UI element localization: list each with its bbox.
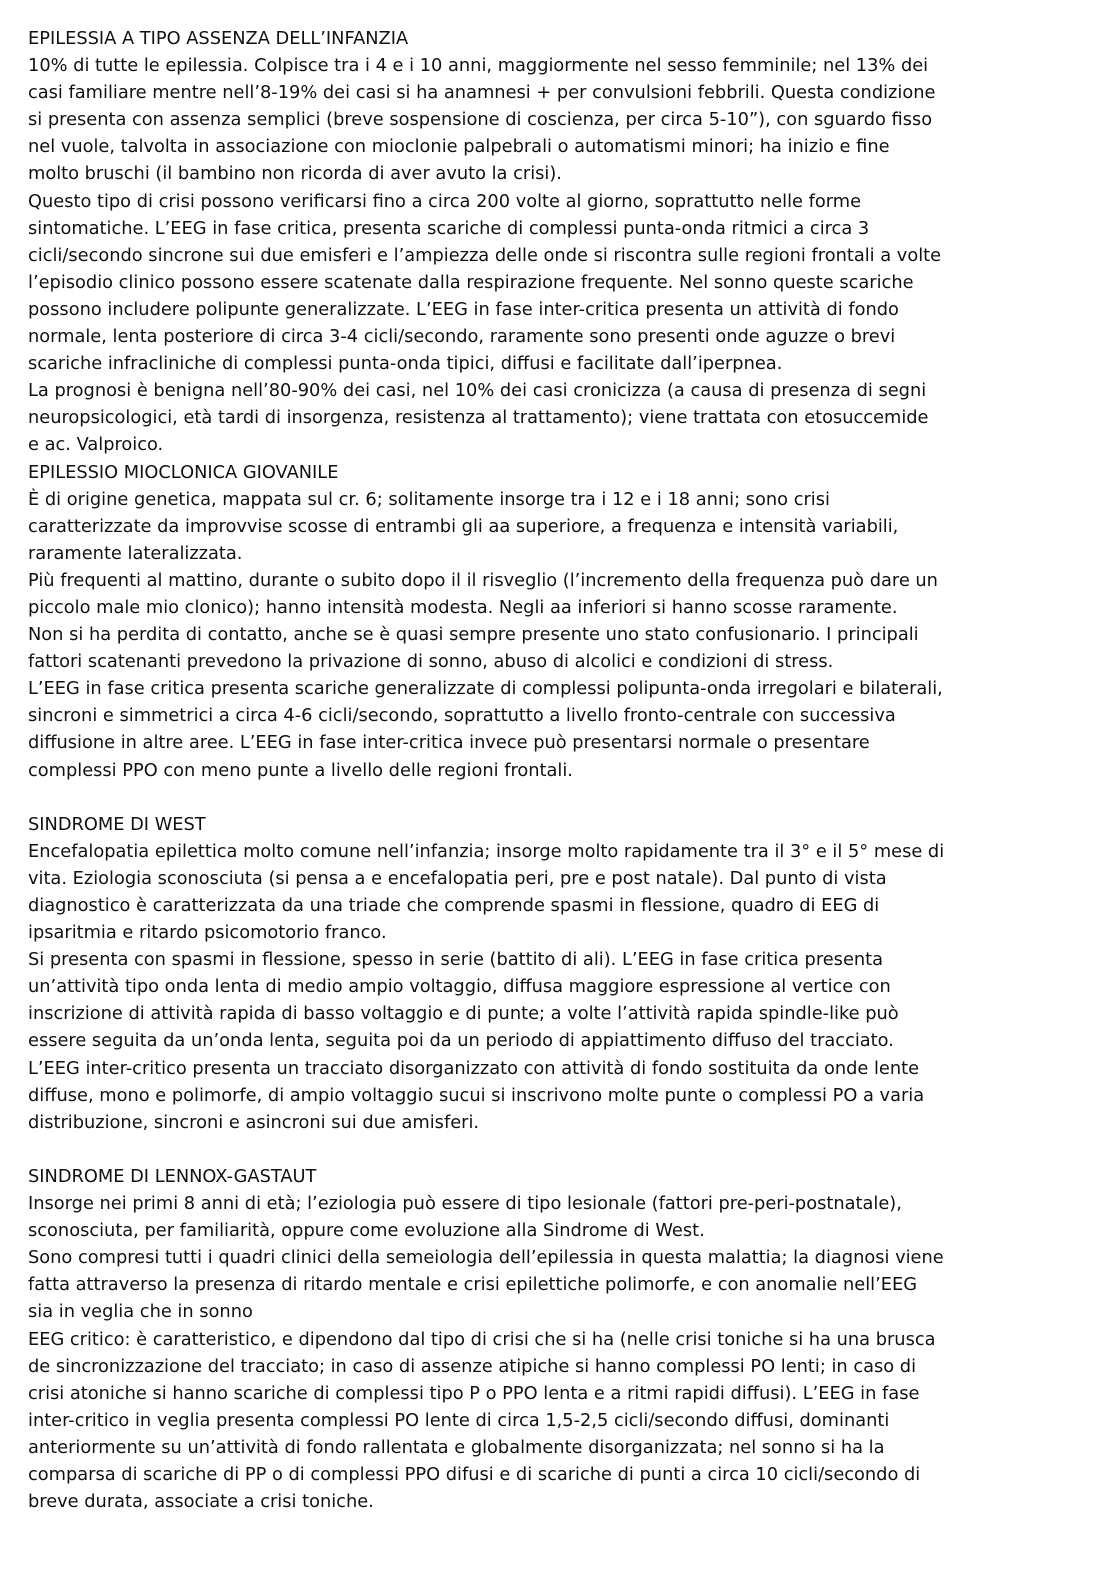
text-line: si presenta con assenza semplici (breve sospensione di coscienza, per circa 5-10”), con sguardo fisso xyxy=(28,109,933,131)
section xyxy=(28,811,1098,1136)
text-line: cicli/secondo sincrone sui due emisferi e l’ampiezza delle onde si riscontra sulle regioni frontali a volte xyxy=(28,244,942,266)
text-line: scariche infracliniche di complessi punta-onda tipici, diffusi e facilitate dall’iperpnea. xyxy=(28,353,783,375)
text-line: piccolo male mio clonico); hanno intensità modesta. Negli aa inferiori si hanno scosse raramente. xyxy=(28,596,898,618)
text-line: La prognosi è benigna nell’80-90% dei casi, nel 10% dei casi cronicizza (a causa di presenza di segni xyxy=(28,380,927,402)
text-line: Più frequenti al mattino, durante o subito dopo il il risveglio (l’incremento della frequenza può dare un xyxy=(28,569,938,591)
text-line: un’attività tipo onda lenta di medio ampio voltaggio, diffusa maggiore espressione al vertice con xyxy=(28,976,891,998)
text-line: L’EEG inter-critico presenta un tracciato disorganizzato con attività di fondo sostituita da onde lente xyxy=(28,1057,920,1079)
text-line: Sono compresi tutti i quadri clinici della semeiologia dell’epilessia in questa malattia; la diagnosi viene xyxy=(28,1247,944,1269)
text-line: breve durata, associate a crisi toniche. xyxy=(28,1491,374,1513)
text-line: normale, lenta posteriore di circa 3-4 cicli/secondo, raramente sono presenti onde aguzze o brevi xyxy=(28,326,896,348)
text-line: L’EEG in fase critica presenta scariche generalizzate di complessi polipunta-onda irregolari e bilaterali, xyxy=(28,678,943,700)
text-line: Questo tipo di crisi possono verificarsi fino a circa 200 volte al giorno, soprattutto nelle forme xyxy=(28,190,862,212)
text-line: inscrizione di attività rapida di basso voltaggio e di punte; a volte l’attività rapida spindle-like può xyxy=(28,1003,899,1025)
text-line: de sincronizzazione del tracciato; in caso di assenze atipiche si hanno complessi PO lenti; in caso di xyxy=(28,1355,917,1377)
text-line: EEG critico: è caratteristico, e dipendono dal tipo di crisi che si ha (nelle crisi toniche si ha una brusca xyxy=(28,1328,936,1350)
text-line: comparsa di scariche di PP o di complessi PPO difusi e di scariche di punti a circa 10 cicli/secondo di xyxy=(28,1463,921,1485)
text-line: diffuse, mono e polimorfe, di ampio voltaggio sucui si inscrivono molte punte o complessi PO a varia xyxy=(28,1084,925,1106)
text-line: neuropsicologici, età tardi di insorgenza, resistenza al trattamento); viene trattata con etosuccemide xyxy=(28,407,929,429)
text-line: l’episodio clinico possono essere scatenate dalla respirazione frequente. Nel sonno queste scariche xyxy=(28,271,914,293)
text-line: nel vuole, talvolta in associazione con mioclonie palpebrali o automatismi minori; ha inizio e fine xyxy=(28,136,890,158)
text-line: raramente lateralizzata. xyxy=(28,542,243,564)
text-line: Encefalopatia epilettica molto comune nell’infanzia; insorge molto rapidamente tra il 3° e il 5° mese di xyxy=(28,840,945,862)
text-line: crisi atoniche si hanno scariche di complessi tipo P o PPO lenta e a ritmi rapidi diffusi). L’EEG in fase xyxy=(28,1382,920,1404)
text-line: vita. Eziologia sconosciuta (si pensa a e encefalopatia peri, pre e post natale). Dal punto di vista xyxy=(28,867,887,889)
text-line: diffusione in altre aree. L’EEG in fase inter-critica invece può presentarsi normale o presentare xyxy=(28,732,870,754)
text-line: Non si ha perdita di contatto, anche se è quasi sempre presente uno stato confusionario. I principali xyxy=(28,624,919,646)
section-heading: EPILESSIO MIOCLONICA GIOVANILE xyxy=(28,461,339,483)
text-line: ipsaritmia e ritardo psicomotorio franco. xyxy=(28,922,387,944)
section-heading: SINDROME DI WEST xyxy=(28,813,206,835)
section xyxy=(28,1163,1098,1515)
text-line: Insorge nei primi 8 anni di età; l’eziologia può essere di tipo lesionale (fattori pre-peri-postnatale), xyxy=(28,1193,902,1215)
text-line: inter-critico in veglia presenta complessi PO lente di circa 1,5-2,5 cicli/secondo diffusi, dominanti xyxy=(28,1409,890,1431)
text-line: anteriormente su un’attività di fondo rallentata e globalmente disorganizzata; nel sonno si ha la xyxy=(28,1436,885,1458)
text-line: distribuzione, sincroni e asincroni sui due amisferi. xyxy=(28,1111,480,1133)
text-line: possono includere polipunte generalizzate. L’EEG in fase inter-critica presenta un attività di fondo xyxy=(28,298,899,320)
text-line: fattori scatenanti prevedono la privazione di sonno, abuso di alcolici e condizioni di stress. xyxy=(28,651,834,673)
text-line: sconosciuta, per familiarità, oppure come evoluzione alla Sindrome di West. xyxy=(28,1220,705,1242)
text-line: Si presenta con spasmi in flessione, spesso in serie (battito di ali). L’EEG in fase critica presenta xyxy=(28,949,884,971)
text-line: sintomatiche. L’EEG in fase critica, presenta scariche di complessi punta-onda ritmici a circa 3 xyxy=(28,217,870,239)
text-line: È di origine genetica, mappata sul cr. 6; solitamente insorge tra i 12 e i 18 anni; sono crisi xyxy=(28,488,830,510)
section xyxy=(28,25,1098,459)
text-line: diagnostico è caratterizzata da una triade che comprende spasmi in flessione, quadro di EEG di xyxy=(28,895,880,916)
section-heading: SINDROME DI LENNOX-GASTAUT xyxy=(28,1165,317,1187)
text-line: e ac. Valproico. xyxy=(28,434,164,456)
text-line: essere seguita da un’onda lenta, seguita poi da un periodo di appiattimento diffuso del tracciato. xyxy=(28,1030,894,1052)
document-body xyxy=(28,25,1098,1515)
document-page xyxy=(28,25,1098,1515)
text-line: complessi PPO con meno punte a livello delle regioni frontali. xyxy=(28,759,573,781)
text-line: casi familiare mentre nell’8-19% dei casi si ha anamnesi + per convulsioni febbrili. Questa condizione xyxy=(28,82,936,104)
text-line: sincroni e simmetrici a circa 4-6 cicli/secondo, soprattutto a livello fronto-centrale con successiva xyxy=(28,705,896,727)
text-line: 10% di tutte le epilessia. Colpisce tra i 4 e i 10 anni, maggiormente nel sesso femminile; nel 13% dei xyxy=(28,55,929,77)
section-heading: EPILESSIA A TIPO ASSENZA DELL’INFANZIA xyxy=(28,28,409,49)
text-line: caratterizzate da improvvise scosse di entrambi gli aa superiore, a frequenza e intensità variabili, xyxy=(28,515,899,537)
text-line: sia in veglia che in sonno xyxy=(28,1301,253,1323)
text-line: molto bruschi (il bambino non ricorda di aver avuto la crisi). xyxy=(28,163,562,185)
section xyxy=(28,459,1098,784)
text-line: fatta attraverso la presenza di ritardo mentale e crisi epilettiche polimorfe, e con anomalie nell’EEG xyxy=(28,1274,917,1296)
